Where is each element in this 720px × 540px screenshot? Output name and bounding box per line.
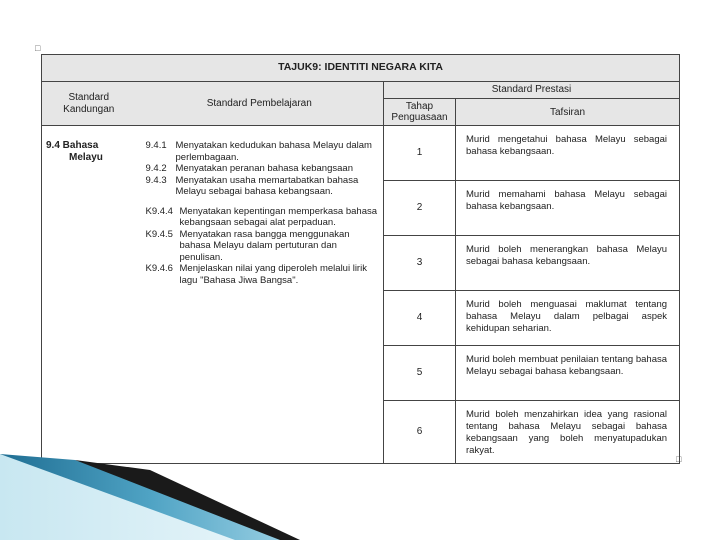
pembelajaran-number: K9.4.5 <box>145 228 173 240</box>
placeholder-marker-icon: □ <box>676 454 682 464</box>
pembelajaran-number: K9.4.6 <box>145 263 173 274</box>
header-standard-pembelajaran: Standard Pembelajaran <box>136 82 384 126</box>
pembelajaran-item <box>146 175 378 198</box>
tahap-level: 5 <box>384 346 456 401</box>
pembelajaran-text: Menyatakan kepentingan memperkasa bahasa kebangsaan sebagai alat perpaduan. <box>179 205 378 228</box>
header-tahap-penguasaan: Tahap Penguasaan <box>384 99 456 126</box>
pembelajaran-number: K9.4.4 <box>145 205 173 217</box>
placeholder-marker-icon: □ <box>35 43 41 53</box>
standard-kandungan-cell <box>42 126 136 464</box>
tafsiran-text: Murid boleh menguasai maklumat tentang bahasa Melayu dalam pelbagai aspek kehidupan seharian. <box>456 291 680 346</box>
table-title: TAJUK9: IDENTITI NEGARA KITA <box>42 55 680 82</box>
kandungan-title: 9.4 Bahasa <box>46 140 99 151</box>
tafsiran-text: Murid boleh membuat penilaian tentang bahasa Melayu sebagai bahasa kebangsaan. <box>456 346 680 401</box>
tafsiran-text: Murid memahami bahasa Melayu sebagai bahasa kebangsaan. <box>456 181 680 236</box>
pembelajaran-text: Menjelaskan nilai yang diperoleh melalui lirik lagu "Bahasa Jiwa Bangsa". <box>179 263 367 286</box>
pembelajaran-number: 9.4.3 <box>145 174 167 186</box>
curriculum-table <box>41 54 680 464</box>
header-standard-kandungan: Standard Kandungan <box>42 82 136 126</box>
kandungan-subtitle: Melayu <box>69 151 103 163</box>
pembelajaran-text: Menyatakan kedudukan bahasa Melayu dalam perlembagaan. <box>175 140 372 163</box>
header-tafsiran: Tafsiran <box>456 99 680 126</box>
pembelajaran-item <box>146 229 378 264</box>
pembelajaran-text: Menyatakan usaha memartabatkan bahasa Melayu sebagai bahasa kebangsaan. <box>175 174 359 197</box>
pembelajaran-text: Menyatakan rasa bangga menggunakan bahasa Melayu dalam pertuturan dan penulisan. <box>179 228 350 263</box>
tafsiran-text: Murid boleh menzahirkan idea yang rasional tentang bahasa Melayu sebagai bahasa kebangsaan yang boleh menyatupadukan rakyat. <box>456 401 680 464</box>
tahap-level: 2 <box>384 181 456 236</box>
standard-pembelajaran-cell <box>136 126 384 464</box>
tahap-level: 3 <box>384 236 456 291</box>
tafsiran-text: Murid boleh menerangkan bahasa Melayu sebagai bahasa kebangsaan. <box>456 236 680 291</box>
pembelajaran-text: Menyatakan peranan bahasa kebangsaan <box>175 163 353 174</box>
pembelajaran-item <box>146 206 378 229</box>
pembelajaran-item <box>146 163 378 175</box>
pembelajaran-number: 9.4.2 <box>145 163 167 174</box>
tahap-level: 1 <box>384 126 456 181</box>
pembelajaran-item <box>146 263 378 286</box>
tahap-level: 4 <box>384 291 456 346</box>
header-standard-prestasi: Standard Prestasi <box>384 82 680 99</box>
tafsiran-text: Murid mengetahui bahasa Melayu sebagai bahasa kebangsaan. <box>456 126 680 181</box>
pembelajaran-number: 9.4.1 <box>145 140 167 151</box>
tahap-level: 6 <box>384 401 456 464</box>
pembelajaran-item <box>146 140 378 163</box>
decorative-corner-swoosh <box>0 450 720 540</box>
